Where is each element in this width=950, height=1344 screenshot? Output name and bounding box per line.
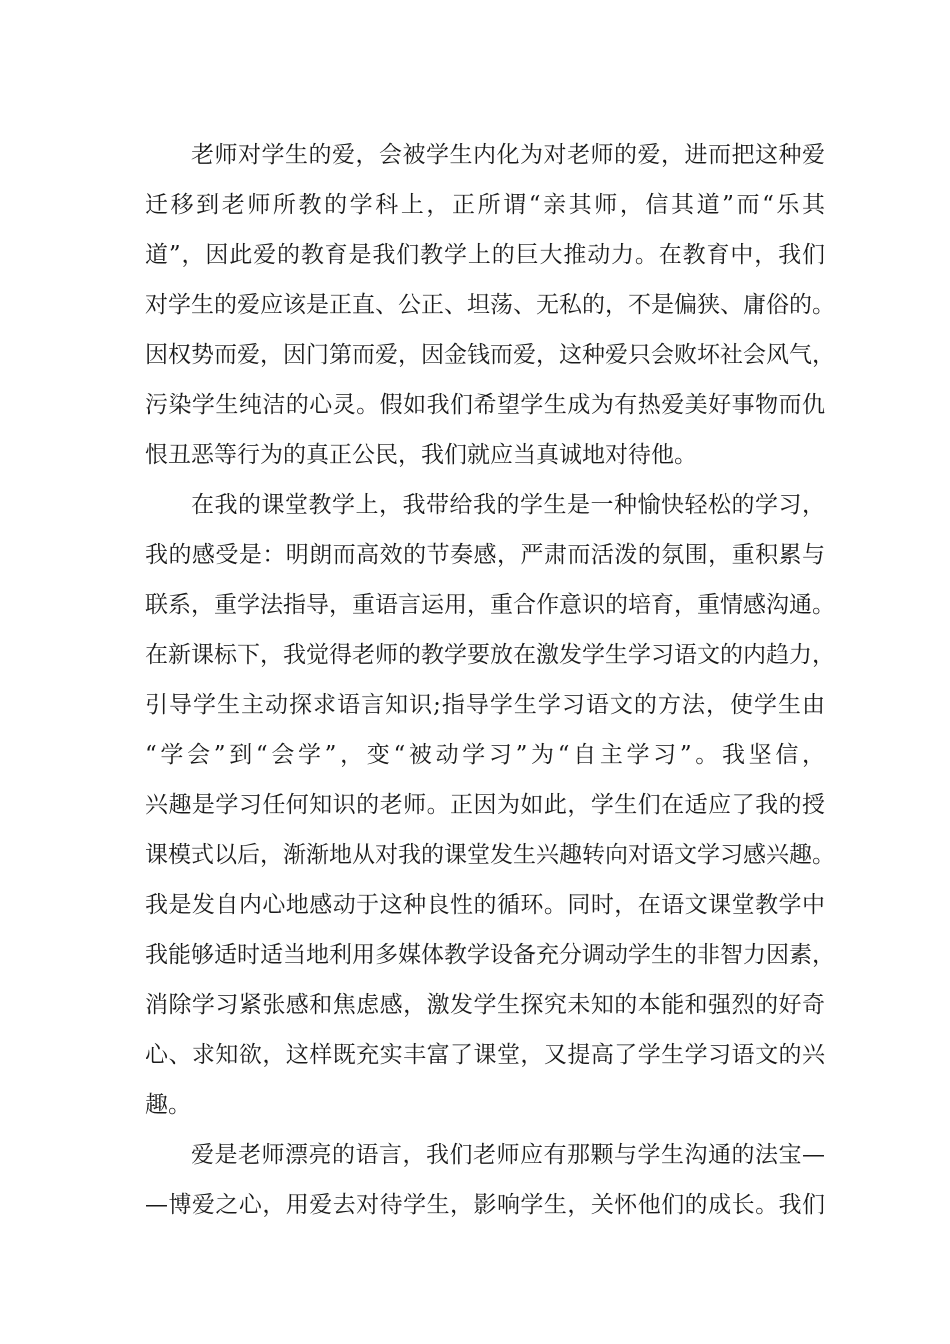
text-line: 课模式以后，渐渐地从对我的课堂发生兴趣转向对语文学习感兴趣。 (145, 842, 835, 868)
text-line: 因权势而爱，因门第而爱，因金钱而爱，这种爱只会败坏社会风气， (145, 342, 835, 368)
text-line: 趣。 (145, 1092, 191, 1118)
text-line: 恨丑恶等行为的真正公民，我们就应当真诚地对待他。 (145, 442, 697, 468)
text-line: 引导学生主动探求语言知识;指导学生学习语文的方法，使学生由 (145, 692, 825, 718)
text-line: 爱是老师漂亮的语言，我们老师应有那颗与学生沟通的法宝— (191, 1142, 825, 1168)
text-line: 在我的课堂教学上，我带给我的学生是一种愉快轻松的学习， (191, 492, 825, 518)
text-line: 我是发自内心地感动于这种良性的循环。同时，在语文课堂教学中 (145, 892, 825, 918)
text-line: 我能够适时适当地利用多媒体教学设备充分调动学生的非智力因素， (145, 942, 835, 968)
text-line: 心、求知欲，这样既充实丰富了课堂，又提高了学生学习语文的兴 (145, 1042, 825, 1068)
document-body (145, 130, 835, 1230)
text-line: 在新课标下，我觉得老师的教学要放在激发学生学习语文的内趋力， (145, 642, 835, 668)
text-line: —博爱之心，用爱去对待学生，影响学生，关怀他们的成长。我们 (145, 1192, 825, 1218)
text-line: 老师对学生的爱，会被学生内化为对老师的爱，进而把这种爱 (191, 142, 825, 168)
text-line: 兴趣是学习任何知识的老师。正因为如此，学生们在适应了我的授 (145, 792, 825, 818)
paragraph-3 (145, 1130, 825, 1230)
text-line: 对学生的爱应该是正直、公正、坦荡、无私的，不是偏狭、庸俗的。 (145, 292, 835, 318)
text-line: 我的感受是：明朗而高效的节奏感，严肃而活泼的氛围，重积累与 (145, 542, 825, 568)
text-line: 联系，重学法指导，重语言运用，重合作意识的培育，重情感沟通。 (145, 592, 835, 618)
paragraph-1 (145, 130, 835, 480)
text-line: 污染学生纯洁的心灵。假如我们希望学生成为有热爱美好事物而仇 (145, 392, 825, 418)
text-line: 道”，因此爱的教育是我们教学上的巨大推动力。在教育中，我们 (145, 242, 825, 268)
paragraph-2 (145, 480, 835, 1130)
text-line: 消除学习紧张感和焦虑感，激发学生探究未知的本能和强烈的好奇 (145, 992, 825, 1018)
text-line: 迁移到老师所教的学科上，正所谓“亲其师，信其道”而“乐其 (145, 192, 825, 218)
text-line: “学会”到“会学”，变“被动学习”为“自主学习”。我坚信， (145, 742, 825, 768)
